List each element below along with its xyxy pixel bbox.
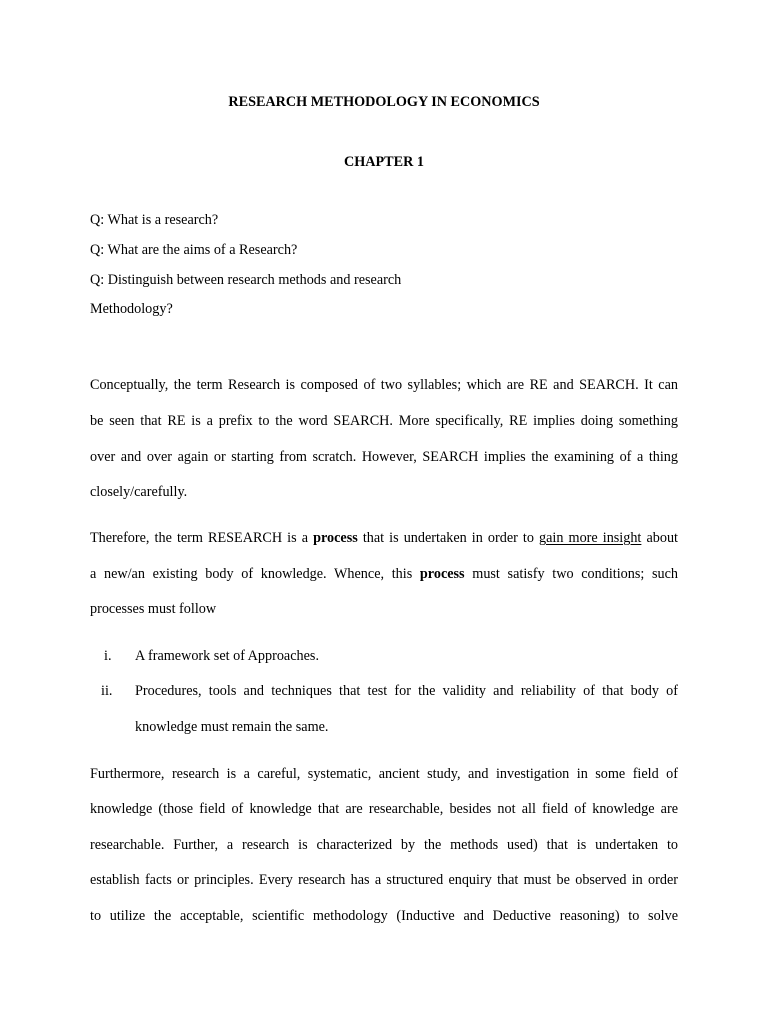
- paragraph-3-line-3: researchable. Further, a research is characterized by the methods used) that is undertaken to: [90, 837, 678, 853]
- p2-process-bold-2: process: [419, 566, 465, 582]
- p2-text-2c: must satisfy two conditions; such: [464, 566, 678, 582]
- document-title: RESEARCH METHODOLOGY IN ECONOMICS: [228, 94, 540, 110]
- paragraph-3-line-5: to utilize the acceptable, scientific methodology (Inductive and Deductive reasoning) to solve: [90, 908, 678, 924]
- list-number-1: i.: [104, 648, 112, 664]
- list-number-2: ii.: [101, 683, 113, 699]
- paragraph-3-line-2: knowledge (those field of knowledge that are researchable, besides not all field of knowledge are: [90, 801, 678, 817]
- p2-text-a: Therefore, the term RESEARCH is a: [90, 530, 314, 546]
- paragraph-1-line-2: be seen that RE is a prefix to the word SEARCH. More specifically, RE implies doing something: [90, 413, 678, 429]
- p2-text-2a: a new/an existing body of knowledge. Whence, this: [90, 566, 420, 582]
- p2-insight-underlined: gain more insight: [539, 530, 642, 546]
- p2-process-bold-1: process: [313, 530, 358, 546]
- list-item-1: A framework set of Approaches.: [135, 648, 319, 664]
- question-1: Q: What is a research?: [90, 212, 219, 228]
- list-item-2-continued: knowledge must remain the same.: [135, 719, 329, 735]
- paragraph-1-line-3: over and over again or starting from scratch. However, SEARCH implies the examining of a thing: [90, 449, 678, 465]
- paragraph-2-line-1: [90, 529, 678, 547]
- question-3: Q: Distinguish between research methods and research: [90, 272, 402, 288]
- question-2: Q: What are the aims of a Research?: [90, 242, 298, 258]
- list-item-2: Procedures, tools and techniques that test for the validity and reliability of that body of: [135, 683, 678, 699]
- paragraph-1-line-4: closely/carefully.: [90, 484, 188, 500]
- paragraph-3-line-1: Furthermore, research is a careful, systematic, ancient study, and investigation in some field of: [90, 766, 678, 782]
- p2-text-c: that is undertaken in order to: [357, 530, 540, 546]
- paragraph-2-line-3: processes must follow: [90, 601, 217, 617]
- paragraph-2-line-2: [90, 565, 678, 583]
- question-3-continued: Methodology?: [90, 301, 173, 317]
- paragraph-1-line-1: Conceptually, the term Research is composed of two syllables; which are RE and SEARCH. It can: [90, 377, 678, 393]
- p2-text-e: about: [641, 530, 678, 546]
- paragraph-3-line-4: establish facts or principles. Every research has a structured enquiry that must be observed in order: [90, 872, 678, 888]
- chapter-heading: CHAPTER 1: [343, 154, 424, 170]
